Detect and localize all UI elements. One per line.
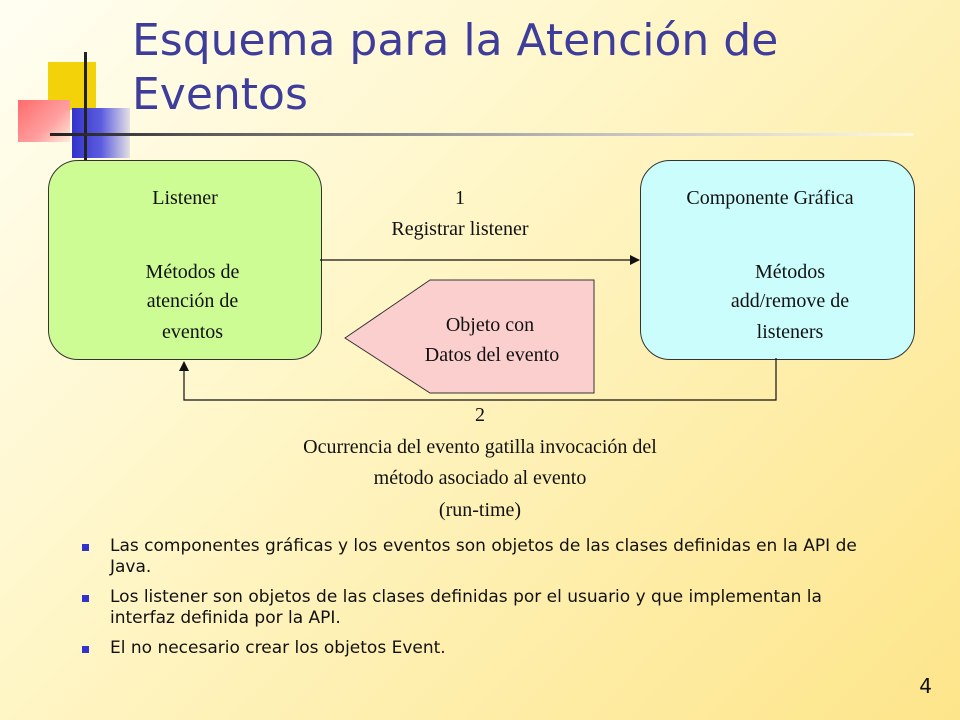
step2-label-line-2: método asociado al evento bbox=[373, 467, 587, 489]
bullet-square-icon bbox=[82, 646, 89, 653]
page-number: 4 bbox=[919, 674, 932, 698]
event-object-line-2: Datos del evento bbox=[424, 344, 560, 366]
bullet-square-icon bbox=[82, 544, 89, 551]
listener-body-line-3: eventos bbox=[161, 321, 224, 343]
listener-title: Listener bbox=[152, 187, 218, 209]
component-body-line-1: Métodos bbox=[755, 261, 825, 283]
component-body-line-2: add/remove de bbox=[730, 290, 850, 312]
bullet-text-3: El no necesario crear los objetos Event. bbox=[110, 638, 446, 658]
listener-body-line-1: Métodos de bbox=[145, 261, 240, 283]
event-object-line-1: Objeto con bbox=[445, 314, 535, 336]
bullet-list bbox=[82, 536, 862, 668]
component-title: Componente Gráfica bbox=[686, 187, 854, 209]
step1-label: Registrar listener bbox=[391, 218, 529, 240]
step2-label-line-3: (run-time) bbox=[438, 499, 522, 521]
bullet-square-icon bbox=[82, 595, 89, 602]
bullet-text-2: Los listener son objetos de las clases definidas por el usuario y que implementan la interfaz definida por la API. bbox=[110, 587, 822, 628]
list-item bbox=[82, 638, 862, 659]
component-body-line-3: listeners bbox=[756, 321, 824, 343]
bullet-text-1: Las componentes gráficas y los eventos son objetos de las clases definidas en la API de Java. bbox=[110, 536, 857, 577]
list-item bbox=[82, 587, 862, 629]
slide-title: Esquema para la Atención de Eventos bbox=[132, 15, 779, 120]
step1-number: 1 bbox=[455, 187, 465, 209]
list-item bbox=[82, 536, 862, 578]
step2-label-line-1: Ocurrencia del evento gatilla invocación del bbox=[303, 436, 657, 458]
listener-body-line-2: atención de bbox=[146, 290, 239, 312]
step2-number: 2 bbox=[475, 404, 485, 426]
